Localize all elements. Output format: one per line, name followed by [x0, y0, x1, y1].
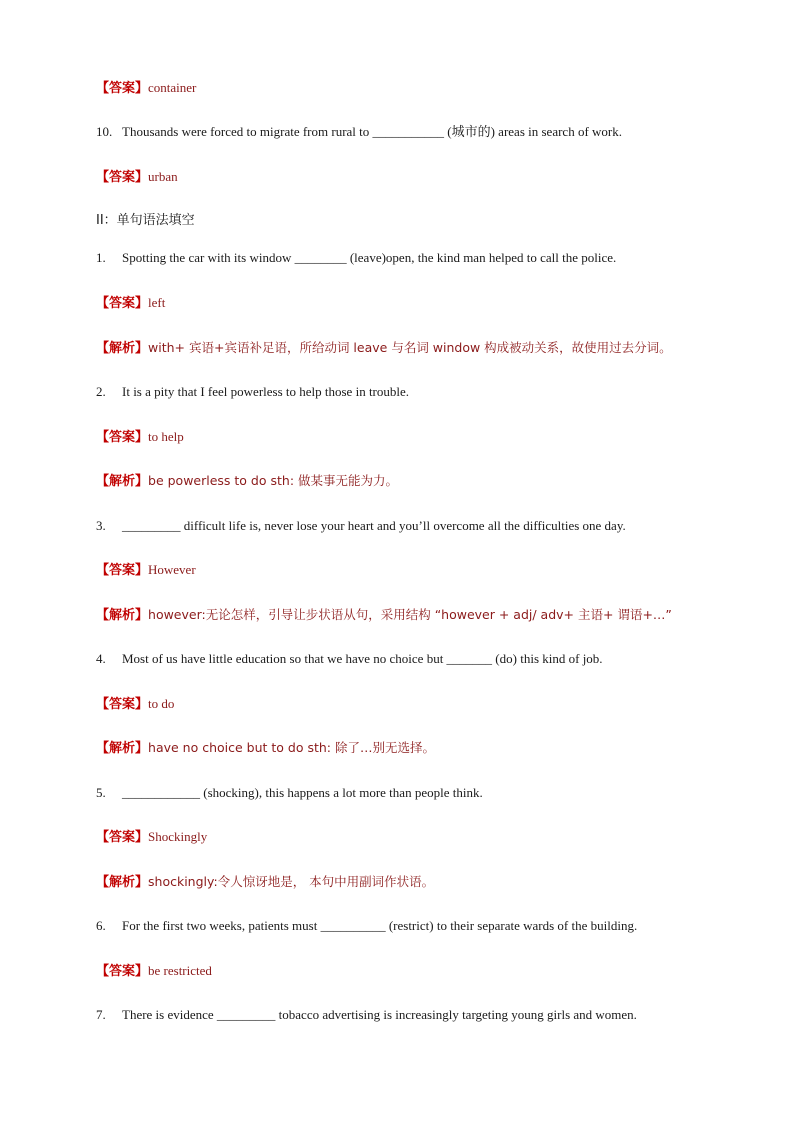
- question-text: For the first two weeks, patients must __________ (restrict) to their separate wards of the building.: [122, 918, 638, 933]
- question-number: 2.: [96, 384, 106, 399]
- answer-tag: 【答案】: [96, 170, 149, 185]
- analysis-text: with+ 宾语+宾语补足语，所给动词 leave 与名词 window 构成被动关系，故使用过去分词。: [148, 340, 672, 355]
- analysis-tag: 【解析】: [96, 474, 149, 489]
- question-line: [96, 784, 754, 802]
- question-number: 10.: [96, 124, 113, 139]
- question-text: _________ difficult life is, never lose your heart and you’ll overcome all the difficulties one day.: [122, 518, 626, 533]
- analysis-text: be powerless to do sth: 做某事无能为力。: [148, 473, 399, 488]
- question-line: [96, 383, 754, 401]
- answer-text: However: [148, 562, 196, 577]
- answer-line: [96, 294, 754, 313]
- analysis-line: [96, 873, 754, 892]
- question-number: 7.: [96, 1007, 106, 1022]
- analysis-line: [96, 606, 754, 625]
- question-text: Most of us have little education so that we have no choice but _______ (do) this kind of job.: [122, 651, 603, 666]
- answer-tag: 【答案】: [96, 964, 149, 979]
- answer-text: container: [148, 80, 197, 95]
- answer-text: left: [148, 295, 166, 310]
- question-line: [96, 650, 754, 668]
- answer-tag: 【答案】: [96, 697, 149, 712]
- question-number: 6.: [96, 918, 106, 933]
- answer-tag: 【答案】: [96, 296, 149, 311]
- answer-text: to help: [148, 429, 184, 444]
- question-line: [96, 917, 754, 935]
- question-text: ____________ (shocking), this happens a lot more than people think.: [122, 785, 483, 800]
- question-line: [96, 1006, 754, 1024]
- answer-text: Shockingly: [148, 829, 208, 844]
- analysis-text: have no choice but to do sth: 除了…别无选择。: [148, 740, 435, 755]
- answer-line: [96, 428, 754, 447]
- analysis-tag: 【解析】: [96, 875, 149, 890]
- answer-line: [96, 561, 754, 580]
- answer-tag: 【答案】: [96, 81, 149, 96]
- analysis-line: [96, 739, 754, 758]
- question-line: [96, 249, 754, 267]
- answer-text: to do: [148, 696, 175, 711]
- answer-tag: 【答案】: [96, 430, 149, 445]
- analysis-tag: 【解析】: [96, 741, 149, 756]
- answer-text: urban: [148, 169, 178, 184]
- question-number: 1.: [96, 250, 106, 265]
- question-text: There is evidence _________ tobacco advertising is increasingly targeting young girls and women.: [122, 1007, 637, 1022]
- answer-line: [96, 695, 754, 714]
- section-heading: [96, 212, 754, 230]
- question-text: Thousands were forced to migrate from rural to ___________ (城市的) areas in search of work.: [122, 124, 622, 139]
- question-text: It is a pity that I feel powerless to help those in trouble.: [122, 384, 410, 399]
- analysis-line: [96, 339, 754, 358]
- answer-line: [96, 828, 754, 847]
- analysis-tag: 【解析】: [96, 608, 149, 623]
- answer-tag: 【答案】: [96, 563, 149, 578]
- analysis-text: shockingly:令人惊讶地是， 本句中用副词作状语。: [148, 874, 435, 889]
- answer-line: [96, 962, 754, 981]
- answer-line: [96, 79, 754, 98]
- question-number: 3.: [96, 518, 106, 533]
- section-title: II：单句语法填空: [96, 213, 195, 228]
- answer-text: be restricted: [148, 963, 212, 978]
- question-text: Spotting the car with its window ________ (leave)open, the kind man helped to call the police.: [122, 250, 617, 265]
- analysis-tag: 【解析】: [96, 341, 149, 356]
- analysis-text: however:无论怎样，引导让步状语从句，采用结构 “however + adj/ adv+ 主语+ 谓语+…”: [148, 607, 672, 622]
- question-number: 5.: [96, 785, 106, 800]
- question-line: [96, 517, 754, 535]
- answer-line: [96, 168, 754, 187]
- question-line: [96, 123, 754, 141]
- answer-tag: 【答案】: [96, 830, 149, 845]
- question-number: 4.: [96, 651, 106, 666]
- analysis-line: [96, 472, 754, 491]
